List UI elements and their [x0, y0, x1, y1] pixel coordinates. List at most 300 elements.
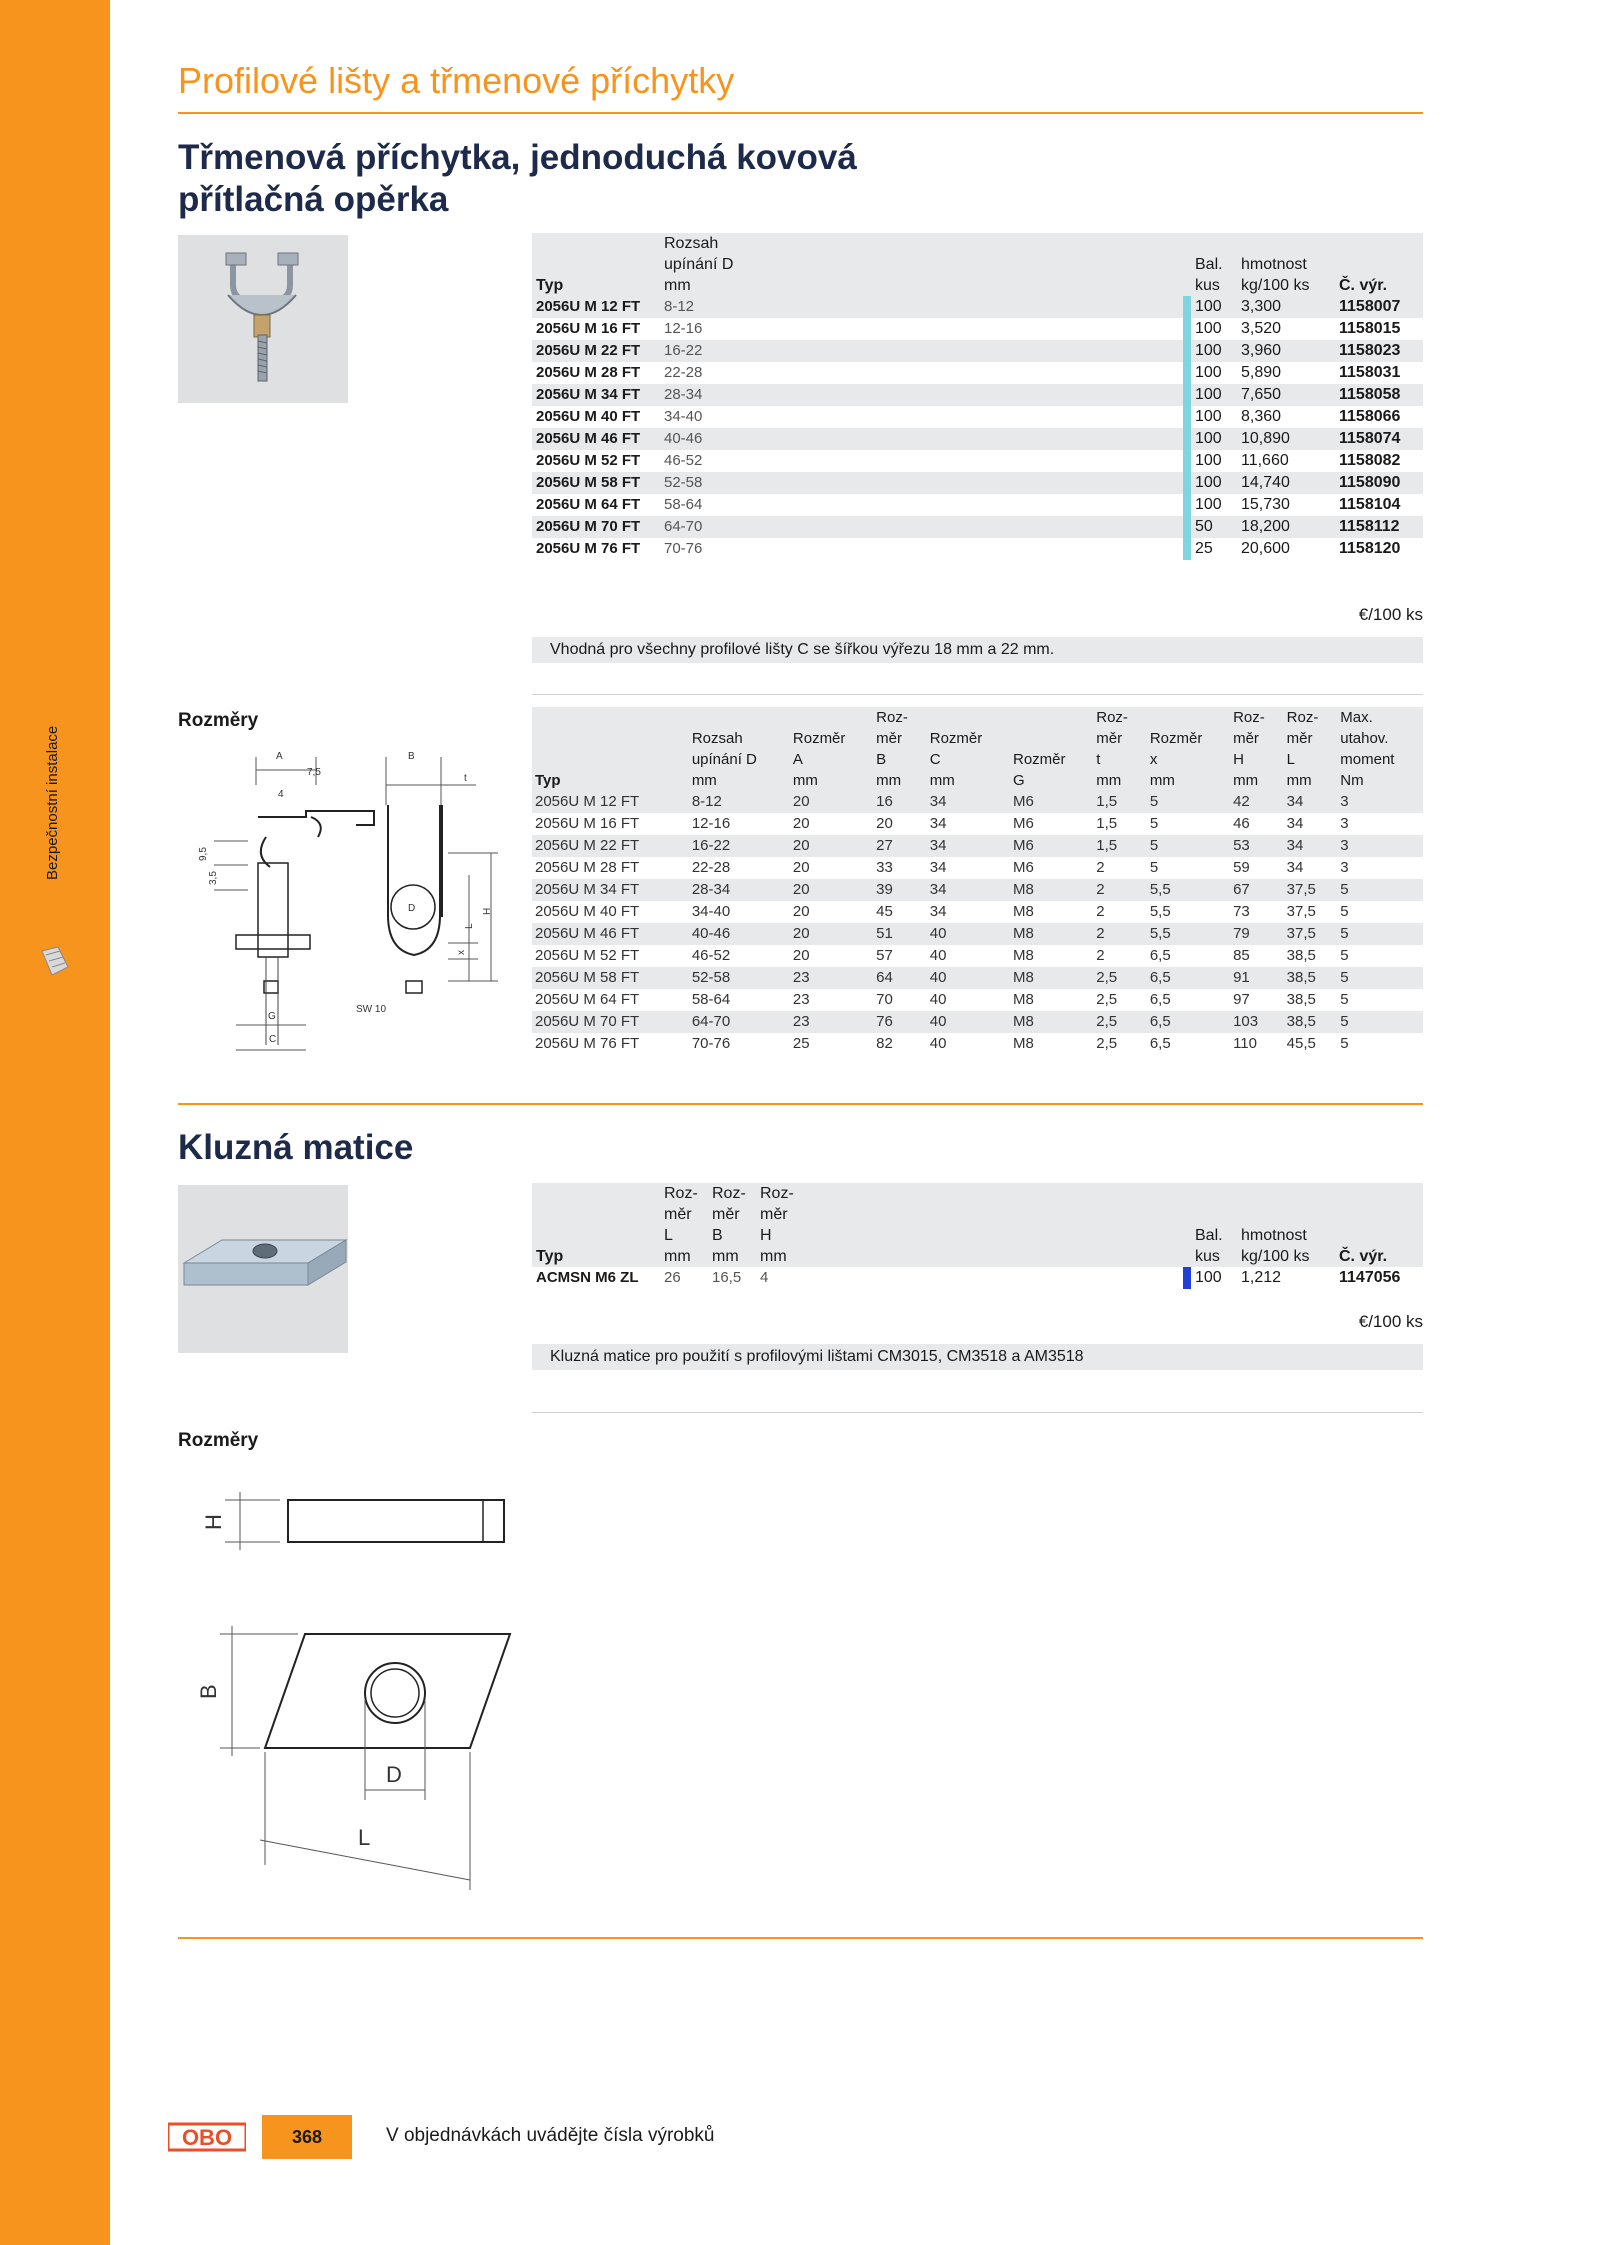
- nut-col-b-l4: mm: [712, 1248, 739, 1265]
- cell-weight: 3,300: [1237, 296, 1335, 318]
- nut-col-l-l2: měr: [664, 1206, 692, 1223]
- nut-col-b-l3: B: [712, 1227, 723, 1244]
- nut-col-h-l4: mm: [760, 1248, 787, 1265]
- col-weight-l1: hmotnost: [1241, 256, 1307, 273]
- dim-cell: 1,5: [1096, 815, 1118, 832]
- cell-spacer: [758, 384, 1183, 406]
- dim-cell: 79: [1230, 923, 1284, 945]
- dim-cell: 64-70: [689, 1011, 790, 1033]
- cell-type: 2056U M 70 FT: [532, 516, 660, 538]
- cell-range: 8-12: [660, 296, 758, 318]
- dim-cell: 2056U M 12 FT: [532, 791, 689, 813]
- nut-col-bal: [1191, 1183, 1237, 1267]
- dim-cell: 5: [1337, 1011, 1423, 1033]
- dim-cell: 5,5: [1147, 923, 1230, 945]
- cell-weight: 18,200: [1237, 516, 1335, 538]
- cell-range: 58-64: [664, 496, 703, 513]
- dim-cell: 2056U M 16 FT: [535, 815, 640, 832]
- cell-spacer: [758, 428, 1183, 450]
- dim-label-l: L: [464, 923, 475, 929]
- nut-col-b: [708, 1183, 756, 1267]
- cell-bal: 100: [1195, 496, 1222, 513]
- dim-cell: M8: [1010, 923, 1093, 945]
- cell-artno: 1158066: [1339, 408, 1401, 425]
- table-row: [532, 428, 1423, 450]
- nut-l: 26: [664, 1269, 681, 1286]
- cell-artno: 1158015: [1339, 320, 1401, 337]
- dim-cell: 42: [1230, 791, 1284, 813]
- dim-col-7-l2: Rozměr: [1149, 730, 1203, 747]
- dim-cell: 6,5: [1149, 1035, 1171, 1052]
- col-artno: Č. výr.: [1335, 233, 1423, 296]
- dim-col-2-l4: mm: [792, 772, 818, 789]
- table-row: [532, 296, 1423, 318]
- dim-cell: 46: [1233, 815, 1250, 832]
- dim-label-h: H: [482, 907, 493, 915]
- cell-bal: 100: [1195, 364, 1222, 381]
- cell-artno: 1158023: [1335, 340, 1423, 362]
- clip-table-header: [532, 233, 1423, 296]
- dim-col-3-l3: B: [876, 751, 887, 768]
- cell-bal: 100: [1191, 472, 1237, 494]
- dims2-heading: Rozměry: [178, 1430, 259, 1451]
- dim-col-6: [1093, 707, 1147, 791]
- nut-col-h-l1: Roz-: [760, 1185, 794, 1202]
- cell-range: 40-46: [660, 428, 758, 450]
- cell-spacer: [758, 516, 1183, 538]
- dim-cell: 37,5: [1286, 903, 1316, 920]
- nut-order-table: [532, 1183, 1423, 1289]
- table-row: [532, 450, 1423, 472]
- dim-col-0-l3: [535, 749, 686, 770]
- dim-col-1-l3: upínání D: [691, 751, 757, 768]
- section-rule: [178, 1103, 1423, 1105]
- cell-weight: 11,660: [1241, 452, 1289, 469]
- dim-table-row: [532, 1033, 1423, 1055]
- dim-cell: 82: [876, 1035, 893, 1052]
- cell-bal: 25: [1195, 540, 1213, 557]
- cell-artno: 1158074: [1335, 428, 1423, 450]
- dim-cell: 16-22: [689, 835, 790, 857]
- nut-image: [178, 1185, 348, 1353]
- dim-col-3-l1: Roz-: [876, 709, 908, 726]
- dim-cell: M8: [1010, 967, 1093, 989]
- cell-type: 2056U M 12 FT: [532, 296, 660, 318]
- dim-cell: 5: [1340, 991, 1349, 1008]
- cell-spacer: [758, 318, 1183, 340]
- dim-cell: 34: [927, 835, 1010, 857]
- dim-cell: 40: [927, 1011, 1010, 1033]
- dim-table-row: [532, 857, 1423, 879]
- dim-cell: 76: [873, 1011, 927, 1033]
- dim-cell: 38,5: [1286, 991, 1316, 1008]
- cell-weight: 8,360: [1241, 408, 1282, 425]
- clip-order-table: [532, 233, 1423, 560]
- dim-col-6-l1: Roz-: [1096, 709, 1128, 726]
- cell-availability-bar: [1183, 516, 1191, 538]
- divider: [532, 1412, 1423, 1413]
- dim-col-3-l2: měr: [876, 730, 902, 747]
- dim-cell: 37,5: [1284, 923, 1338, 945]
- dim-col-5-l1: [1013, 707, 1090, 728]
- nut-col-bal-l2: kus: [1195, 1248, 1220, 1265]
- dim-cell: 39: [873, 879, 927, 901]
- nut-spacer: [804, 1267, 1183, 1289]
- dim-cell: 2056U M 22 FT: [532, 835, 689, 857]
- dim-cell: 2,5: [1096, 991, 1118, 1008]
- nut-col-spacer: [804, 1183, 1183, 1267]
- cell-availability-bar: [1183, 296, 1191, 318]
- dim-col-9: [1284, 707, 1338, 791]
- col-typ: Typ: [532, 233, 660, 296]
- nut-artno: 1147056: [1339, 1269, 1401, 1286]
- side-label: Bezpečnostní instalace: [44, 725, 61, 880]
- dim-col-9-l4: mm: [1286, 772, 1312, 789]
- cell-artno: 1158082: [1339, 452, 1401, 469]
- dim-cell: 22-28: [691, 859, 731, 876]
- col-bal-l1: Bal.: [1195, 256, 1223, 273]
- cell-weight: 7,650: [1237, 384, 1335, 406]
- cell-availability-bar: [1183, 384, 1191, 406]
- dim-cell: 38,5: [1284, 967, 1338, 989]
- cell-artno: 1158090: [1335, 472, 1423, 494]
- dim-label-4: 4: [278, 789, 284, 800]
- cell-bal: 100: [1191, 340, 1237, 362]
- dim-cell: 110: [1233, 1035, 1257, 1052]
- dim-cell: 103: [1230, 1011, 1284, 1033]
- dim-table-row: [532, 1011, 1423, 1033]
- cell-spacer: [758, 538, 1183, 560]
- dim-cell: 37,5: [1284, 879, 1338, 901]
- dim-col-6-l2: měr: [1096, 730, 1123, 747]
- table-row: [532, 516, 1423, 538]
- nut-col-b-l1: Roz-: [712, 1185, 746, 1202]
- table-row: [532, 340, 1423, 362]
- dim-label-g: G: [268, 1011, 276, 1022]
- nut-col-h: [756, 1183, 804, 1267]
- table-row: [532, 406, 1423, 428]
- dim-col-3-l4: mm: [876, 772, 902, 789]
- dim-cell: 33: [876, 859, 893, 876]
- dim-cell: 2: [1096, 947, 1105, 964]
- dim-cell: 20: [790, 879, 873, 901]
- section2-price-unit: €/100 ks: [1358, 1312, 1423, 1331]
- dim-cell: 5: [1337, 879, 1423, 901]
- dim-cell: 38,5: [1286, 947, 1316, 964]
- dim-cell: 40-46: [689, 923, 790, 945]
- dim-label-95: 9,5: [198, 847, 209, 861]
- cell-bal: 100: [1195, 452, 1222, 469]
- dim-cell: 2,5: [1093, 967, 1147, 989]
- dim-cell: 27: [873, 835, 927, 857]
- nut-col-b-l2: měr: [712, 1206, 740, 1223]
- dim-cell: 16: [873, 791, 927, 813]
- dim-cell: 91: [1230, 967, 1284, 989]
- dim-cell: 20: [790, 791, 873, 813]
- dim-col-4-l2: Rozměr: [929, 730, 983, 747]
- nut-b: 16,5: [712, 1269, 742, 1286]
- dim-cell: 23: [790, 967, 873, 989]
- dim-cell: 40: [927, 967, 1010, 989]
- cell-bal: 100: [1191, 384, 1237, 406]
- cell-artno: 1158031: [1339, 364, 1401, 381]
- dim-col-10-l3: moment: [1340, 751, 1395, 768]
- dim-cell: 5: [1337, 923, 1423, 945]
- dim-col-4-l3: C: [929, 751, 941, 768]
- dim-cell: M6: [1012, 815, 1034, 832]
- nut-col-weight: [1237, 1183, 1335, 1267]
- nut-availability-bar: [1183, 1267, 1191, 1289]
- cell-availability-bar: [1183, 450, 1191, 472]
- dim-label-a: A: [276, 751, 283, 762]
- dim-cell: M6: [1010, 791, 1093, 813]
- nut-col-l-l3: L: [664, 1227, 673, 1244]
- table-row: [532, 494, 1423, 516]
- section1-title: [178, 137, 857, 221]
- clip-image: [178, 235, 348, 403]
- cell-type: 2056U M 52 FT: [536, 452, 641, 469]
- dim-cell: 51: [873, 923, 927, 945]
- dim-cell: 2056U M 40 FT: [535, 903, 640, 920]
- cell-range: 70-76: [664, 540, 703, 557]
- bottom-rule: [178, 1937, 1423, 1939]
- side-bar: [0, 0, 110, 2245]
- dim-cell: 5,5: [1147, 879, 1230, 901]
- nut-dim-label-h: H: [201, 1514, 226, 1530]
- dim-cell: 2,5: [1096, 1035, 1118, 1052]
- page-title: Profilové lišty a třmenové příchytky: [178, 60, 735, 101]
- dim-cell: 20: [792, 903, 810, 920]
- cell-spacer: [758, 494, 1183, 516]
- dim-cell: 40: [929, 991, 947, 1008]
- dim-cell: 5: [1149, 815, 1159, 832]
- cell-weight: 14,740: [1237, 472, 1335, 494]
- dim-cell: 5: [1337, 967, 1423, 989]
- cell-availability-bar: [1183, 472, 1191, 494]
- section1-title-line2: přítlačná opěrka: [178, 180, 449, 219]
- dim-cell: 64: [873, 967, 927, 989]
- cell-type: 2056U M 22 FT: [532, 340, 660, 362]
- col-range-l3: mm: [664, 277, 691, 294]
- dim-cell: 2056U M 70 FT: [532, 1011, 689, 1033]
- cell-type: 2056U M 76 FT: [536, 540, 641, 557]
- section1-note: Vhodná pro všechny profilové lišty C se šířkou výřezu 18 mm a 22 mm.: [532, 637, 1423, 663]
- nut-col-typ: Typ: [532, 1183, 660, 1267]
- dim-col-0-l2: [535, 728, 686, 749]
- dim-col-8-l2: měr: [1233, 730, 1259, 747]
- dim-col-1-l4: mm: [691, 772, 717, 789]
- dim-cell: 2: [1096, 859, 1105, 876]
- dim-cell: 70: [876, 991, 893, 1008]
- dim-col-3: [873, 707, 927, 791]
- dim-cell: 67: [1230, 879, 1284, 901]
- table-row: [532, 472, 1423, 494]
- dim-label-t: t: [464, 773, 467, 784]
- dims1-heading: Rozměry: [178, 710, 259, 731]
- dim-cell: 34: [927, 879, 1010, 901]
- section2-note: Kluzná matice pro použití s profilovými lištami CM3015, CM3518 a AM3518: [532, 1344, 1423, 1370]
- col-bal: [1191, 233, 1237, 296]
- nut-h: 4: [760, 1269, 769, 1286]
- obo-logo-text: OBO: [181, 2125, 233, 2150]
- dim-col-10-l1: Max.: [1340, 709, 1373, 726]
- dim-cell: 2056U M 58 FT: [532, 967, 689, 989]
- dim-cell: 34: [1286, 815, 1304, 832]
- nut-table-header: [532, 1183, 1423, 1267]
- dim-cell: 6,5: [1147, 967, 1230, 989]
- cell-weight: 5,890: [1241, 364, 1282, 381]
- dim-table-row: [532, 967, 1423, 989]
- dim-col-8-l1: Roz-: [1233, 709, 1265, 726]
- dim-cell: 59: [1233, 859, 1250, 876]
- nut-col-weight-l2: kg/100 ks: [1241, 1248, 1310, 1265]
- dim-cell: 40: [929, 947, 947, 964]
- page-number: 368: [262, 2115, 352, 2159]
- dim-col-2: [790, 707, 873, 791]
- nut-product-photo: [178, 1185, 348, 1353]
- dim-label-d: D: [408, 903, 416, 914]
- cell-artno: 1158104: [1339, 496, 1401, 513]
- cell-type: 2056U M 28 FT: [536, 364, 641, 381]
- dim-table-row: [532, 835, 1423, 857]
- cell-range: 16-22: [660, 340, 758, 362]
- dim-cell: 2056U M 28 FT: [535, 859, 640, 876]
- dim-label-75: 7,5: [307, 767, 321, 778]
- nut-col-h-l2: měr: [760, 1206, 788, 1223]
- dim-cell: 5: [1147, 835, 1230, 857]
- cell-bal: 100: [1195, 408, 1222, 425]
- dim-cell: 1,5: [1093, 791, 1147, 813]
- cell-bal: 100: [1191, 296, 1237, 318]
- dim-cell: M8: [1012, 903, 1034, 920]
- dim-table-header: [532, 707, 1423, 791]
- cell-spacer: [758, 450, 1183, 472]
- cell-range: 34-40: [664, 408, 703, 425]
- cell-weight: 3,960: [1237, 340, 1335, 362]
- dim-cell: 40: [929, 1035, 947, 1052]
- cell-type: 2056U M 58 FT: [532, 472, 660, 494]
- dim-cell: 5,5: [1149, 903, 1171, 920]
- dim-col-10-l2: utahov.: [1340, 730, 1389, 747]
- dim-col-4: [927, 707, 1010, 791]
- dim-label-35: 3,5: [208, 871, 219, 885]
- dim-cell: 25: [792, 1035, 810, 1052]
- dim-cell: 20: [792, 859, 810, 876]
- dim-cell: 46-52: [691, 947, 731, 964]
- dim-cell: 34: [929, 903, 947, 920]
- dim-cell: 20: [792, 815, 810, 832]
- cell-range: 12-16: [664, 320, 703, 337]
- cell-availability-bar: [1183, 406, 1191, 428]
- clip-dimension-table: [532, 707, 1423, 1055]
- dim-cell: 45: [876, 903, 893, 920]
- cell-range: 46-52: [664, 452, 703, 469]
- nut-type: ACMSN M6 ZL: [536, 1269, 639, 1286]
- dim-cell: 34-40: [691, 903, 731, 920]
- dim-cell: 2056U M 52 FT: [535, 947, 640, 964]
- dim-cell: 1,5: [1093, 835, 1147, 857]
- dim-cell: 2056U M 76 FT: [535, 1035, 640, 1052]
- dim-col-8-l3: H: [1233, 751, 1244, 768]
- dim-table-row: [532, 879, 1423, 901]
- dim-cell: 2056U M 46 FT: [532, 923, 689, 945]
- col-bar: [1183, 233, 1191, 296]
- cell-availability-bar: [1183, 318, 1191, 340]
- cell-spacer: [758, 362, 1183, 384]
- dim-table-row: [532, 945, 1423, 967]
- cell-spacer: [758, 296, 1183, 318]
- divider: [532, 694, 1423, 695]
- dim-col-4-l1: [930, 707, 1007, 728]
- cell-weight: 10,890: [1237, 428, 1335, 450]
- col-range: [660, 233, 758, 296]
- dim-cell: 53: [1230, 835, 1284, 857]
- cell-weight: 20,600: [1241, 540, 1290, 557]
- dim-label-sw: SW 10: [356, 1004, 387, 1015]
- clip-dimension-drawing: [186, 745, 526, 1065]
- dim-cell: 2: [1093, 923, 1147, 945]
- nut-weight: 1,212: [1241, 1269, 1282, 1286]
- dim-cell: 3: [1337, 791, 1423, 813]
- cell-availability-bar: [1183, 340, 1191, 362]
- dim-cell: 34: [929, 859, 947, 876]
- dim-cell: 23: [792, 991, 810, 1008]
- dim-cell: 5: [1340, 1035, 1349, 1052]
- nut-col-bar: [1183, 1183, 1191, 1267]
- nut-dim-label-l: L: [358, 1825, 371, 1850]
- dim-cell: 34: [1284, 835, 1338, 857]
- dim-cell: 20: [792, 947, 810, 964]
- dim-cell: 6,5: [1149, 991, 1171, 1008]
- dim-col-9-l2: měr: [1286, 730, 1313, 747]
- dim-col-5-l4: G: [1012, 772, 1025, 789]
- dim-col-4-l4: mm: [929, 772, 955, 789]
- dim-cell: 20: [790, 835, 873, 857]
- cell-artno: 1158120: [1339, 540, 1401, 557]
- section1-price-unit: €/100 ks: [1358, 605, 1423, 624]
- dim-cell: 57: [876, 947, 893, 964]
- dim-cell: 2056U M 34 FT: [532, 879, 689, 901]
- cell-range: 22-28: [664, 364, 703, 381]
- dim-col-7-l3: x: [1149, 751, 1158, 768]
- dim-col-6-l3: t: [1096, 751, 1101, 768]
- dim-table-row: [532, 813, 1423, 835]
- nut-col-bal-l1: Bal.: [1195, 1227, 1223, 1244]
- dim-cell: 6,5: [1147, 1011, 1230, 1033]
- dim-col-1-l1: [692, 707, 787, 728]
- dim-cell: 34: [1284, 791, 1338, 813]
- dim-cell: 2: [1096, 903, 1105, 920]
- section1-title-line1: Třmenová příchytka, jednoduchá kovová: [178, 138, 857, 177]
- section2-title: Kluzná matice: [178, 1128, 414, 1167]
- dim-cell: 70-76: [691, 1035, 731, 1052]
- dim-cell: 2,5: [1093, 1011, 1147, 1033]
- dim-col-9-l1: Roz-: [1286, 709, 1319, 726]
- dim-cell: 3: [1340, 859, 1349, 876]
- dim-cell: 3: [1340, 815, 1349, 832]
- dim-col-5: [1010, 707, 1093, 791]
- dim-cell: 20: [790, 923, 873, 945]
- dim-cell: M8: [1012, 1035, 1034, 1052]
- nut-col-weight-l1: hmotnost: [1241, 1227, 1307, 1244]
- dim-cell: 97: [1233, 991, 1250, 1008]
- cell-type: 2056U M 34 FT: [532, 384, 660, 406]
- nut-table-row: [532, 1267, 1423, 1289]
- nut-col-h-l3: H: [760, 1227, 772, 1244]
- cell-weight: 3,520: [1241, 320, 1282, 337]
- dim-cell: 2: [1093, 879, 1147, 901]
- cell-range: 28-34: [660, 384, 758, 406]
